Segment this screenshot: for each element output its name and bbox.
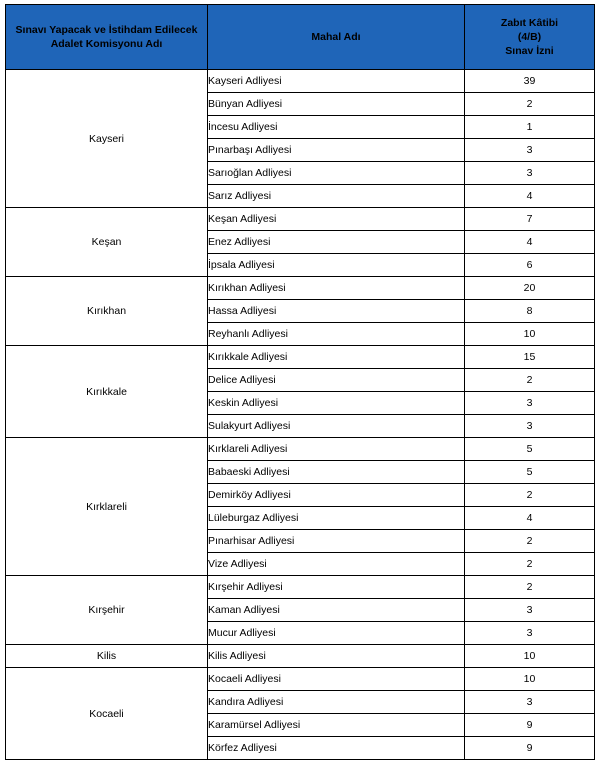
commission-table [5,4,595,760]
exam-permit-count: 8 [465,300,595,323]
table-row [6,645,595,668]
exam-permit-count: 9 [465,737,595,760]
commission-name: Kilis [6,645,208,668]
mahal-name: Bünyan Adliyesi [208,93,465,116]
mahal-name: Kilis Adliyesi [208,645,465,668]
mahal-name: Sarız Adliyesi [208,185,465,208]
mahal-name: Delice Adliyesi [208,369,465,392]
mahal-name: Pınarhisar Adliyesi [208,530,465,553]
mahal-name: Keskin Adliyesi [208,392,465,415]
mahal-name: Kandıra Adliyesi [208,691,465,714]
exam-permit-count: 3 [465,392,595,415]
exam-permit-count: 2 [465,553,595,576]
commission-name: Kırıkkale [6,346,208,438]
exam-permit-count: 4 [465,231,595,254]
table-row [6,208,595,231]
table-row [6,438,595,461]
mahal-name: Kaman Adliyesi [208,599,465,622]
exam-permit-count: 2 [465,576,595,599]
exam-permit-count: 2 [465,369,595,392]
exam-permit-count: 5 [465,438,595,461]
mahal-name: Sulakyurt Adliyesi [208,415,465,438]
mahal-name: Körfez Adliyesi [208,737,465,760]
exam-permit-count: 3 [465,139,595,162]
exam-permit-count: 5 [465,461,595,484]
exam-permit-count: 3 [465,622,595,645]
mahal-name: Mucur Adliyesi [208,622,465,645]
commission-header-line2: Adalet Komisyonu Adı [50,38,163,50]
exam-permit-count: 10 [465,645,595,668]
commission-name: Kocaeli [6,668,208,760]
exam-permit-count: 9 [465,714,595,737]
mahal-name: Reyhanlı Adliyesi [208,323,465,346]
commission-name: Kırıkhan [6,277,208,346]
count-header-line1: Zabıt Kâtibi [500,17,559,29]
exam-permit-count: 20 [465,277,595,300]
exam-permit-count: 4 [465,507,595,530]
mahal-name: Sarıoğlan Adliyesi [208,162,465,185]
table-row [6,70,595,93]
mahal-name: Kırıkkale Adliyesi [208,346,465,369]
mahal-name: Enez Adliyesi [208,231,465,254]
commission-name: Keşan [6,208,208,277]
mahal-name: Lüleburgaz Adliyesi [208,507,465,530]
mahal-name: İpsala Adliyesi [208,254,465,277]
table-body [6,70,595,760]
count-column-header [465,5,595,70]
exam-permit-count: 10 [465,323,595,346]
mahal-header-label: Mahal Adı [311,31,361,43]
commission-name: Kırklareli [6,438,208,576]
mahal-name: Demirköy Adliyesi [208,484,465,507]
table-row [6,346,595,369]
count-header-line2: (4/B) [517,31,542,43]
commission-header-line1: Sınavı Yapacak ve İstihdam Edilecek [15,24,198,36]
mahal-name: Kocaeli Adliyesi [208,668,465,691]
commission-name: Kayseri [6,70,208,208]
count-header-line3: Sınav İzni [505,45,554,57]
exam-permit-count: 3 [465,415,595,438]
mahal-column-header [208,5,465,70]
table-row [6,277,595,300]
exam-permit-count: 2 [465,93,595,116]
exam-permit-count: 3 [465,162,595,185]
mahal-name: Babaeski Adliyesi [208,461,465,484]
mahal-name: Kayseri Adliyesi [208,70,465,93]
mahal-name: Keşan Adliyesi [208,208,465,231]
table-row [6,576,595,599]
mahal-name: Hassa Adliyesi [208,300,465,323]
exam-permit-count: 6 [465,254,595,277]
exam-permit-count: 3 [465,599,595,622]
exam-permit-count: 39 [465,70,595,93]
exam-permit-count: 7 [465,208,595,231]
mahal-name: Kırşehir Adliyesi [208,576,465,599]
mahal-name: Kırklareli Adliyesi [208,438,465,461]
mahal-name: Kırıkhan Adliyesi [208,277,465,300]
exam-permit-count: 4 [465,185,595,208]
mahal-name: Pınarbaşı Adliyesi [208,139,465,162]
mahal-name: İncesu Adliyesi [208,116,465,139]
mahal-name: Karamürsel Adliyesi [208,714,465,737]
exam-permit-count: 2 [465,484,595,507]
exam-permit-count: 15 [465,346,595,369]
exam-permit-count: 3 [465,691,595,714]
header-row [6,5,595,70]
exam-permit-count: 10 [465,668,595,691]
commission-name: Kırşehir [6,576,208,645]
exam-permit-count: 1 [465,116,595,139]
table-row [6,668,595,691]
exam-permit-count: 2 [465,530,595,553]
commission-column-header [6,5,208,70]
mahal-name: Vize Adliyesi [208,553,465,576]
